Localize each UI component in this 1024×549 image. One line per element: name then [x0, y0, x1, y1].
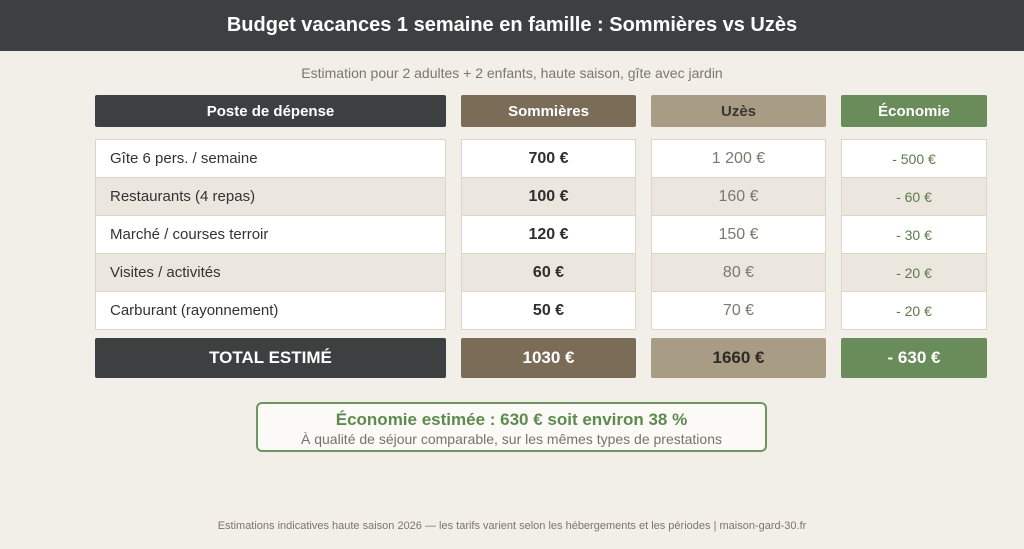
row-label: Gîte 6 pers. / semaine [96, 140, 445, 178]
rows-economie [841, 139, 987, 330]
row-label: Restaurants (4 repas) [96, 178, 445, 216]
sommieres-cell: 100 € [462, 178, 635, 216]
sommieres-cell: 120 € [462, 216, 635, 254]
sommieres-cell: 60 € [462, 254, 635, 292]
page-title: Budget vacances 1 semaine en famille : Sommières vs Uzès [226, 14, 798, 36]
row-label: Visites / activités [96, 254, 445, 292]
economie-cell: - 20 € [842, 292, 986, 329]
uzes-cell: 80 € [652, 254, 825, 292]
column-uzes [651, 95, 826, 378]
column-header-poste: Poste de dépense [95, 95, 446, 127]
column-sommieres [461, 95, 636, 378]
total-label: TOTAL ESTIMÉ [95, 338, 446, 378]
total-sommieres: 1030 € [461, 338, 636, 378]
total-uzes: 1660 € [651, 338, 826, 378]
savings-note: À qualité de séjour comparable, sur les mêmes types de prestations [301, 431, 722, 447]
uzes-cell: 1 200 € [652, 140, 825, 178]
uzes-cell: 160 € [652, 178, 825, 216]
rows-sommieres [461, 139, 636, 330]
footer-note: Estimations indicatives haute saison 2026 — les tarifs varient selon les hébergements et les périodes | maison-gard-30.fr [217, 520, 807, 532]
column-economie [841, 95, 987, 378]
subtitle: Estimation pour 2 adultes + 2 enfants, haute saison, gîte avec jardin [301, 65, 723, 81]
uzes-cell: 70 € [652, 292, 825, 329]
sommieres-cell: 50 € [462, 292, 635, 329]
column-header-economie: Économie [841, 95, 987, 127]
rows-poste [95, 139, 446, 330]
total-economie: - 630 € [841, 338, 987, 378]
economie-cell: - 30 € [842, 216, 986, 254]
column-header-sommieres: Sommières [461, 95, 636, 127]
column-header-uzes: Uzès [651, 95, 826, 127]
savings-headline: Économie estimée : 630 € soit environ 38 % [335, 410, 688, 429]
uzes-cell: 150 € [652, 216, 825, 254]
sommieres-cell: 700 € [462, 140, 635, 178]
row-label: Carburant (rayonnement) [96, 292, 445, 329]
economie-cell: - 500 € [842, 140, 986, 178]
page-header [0, 0, 1024, 51]
rows-uzes [651, 139, 826, 330]
row-label: Marché / courses terroir [96, 216, 445, 254]
economie-cell: - 20 € [842, 254, 986, 292]
column-poste [95, 95, 446, 378]
economie-cell: - 60 € [842, 178, 986, 216]
savings-summary-box [256, 402, 767, 452]
